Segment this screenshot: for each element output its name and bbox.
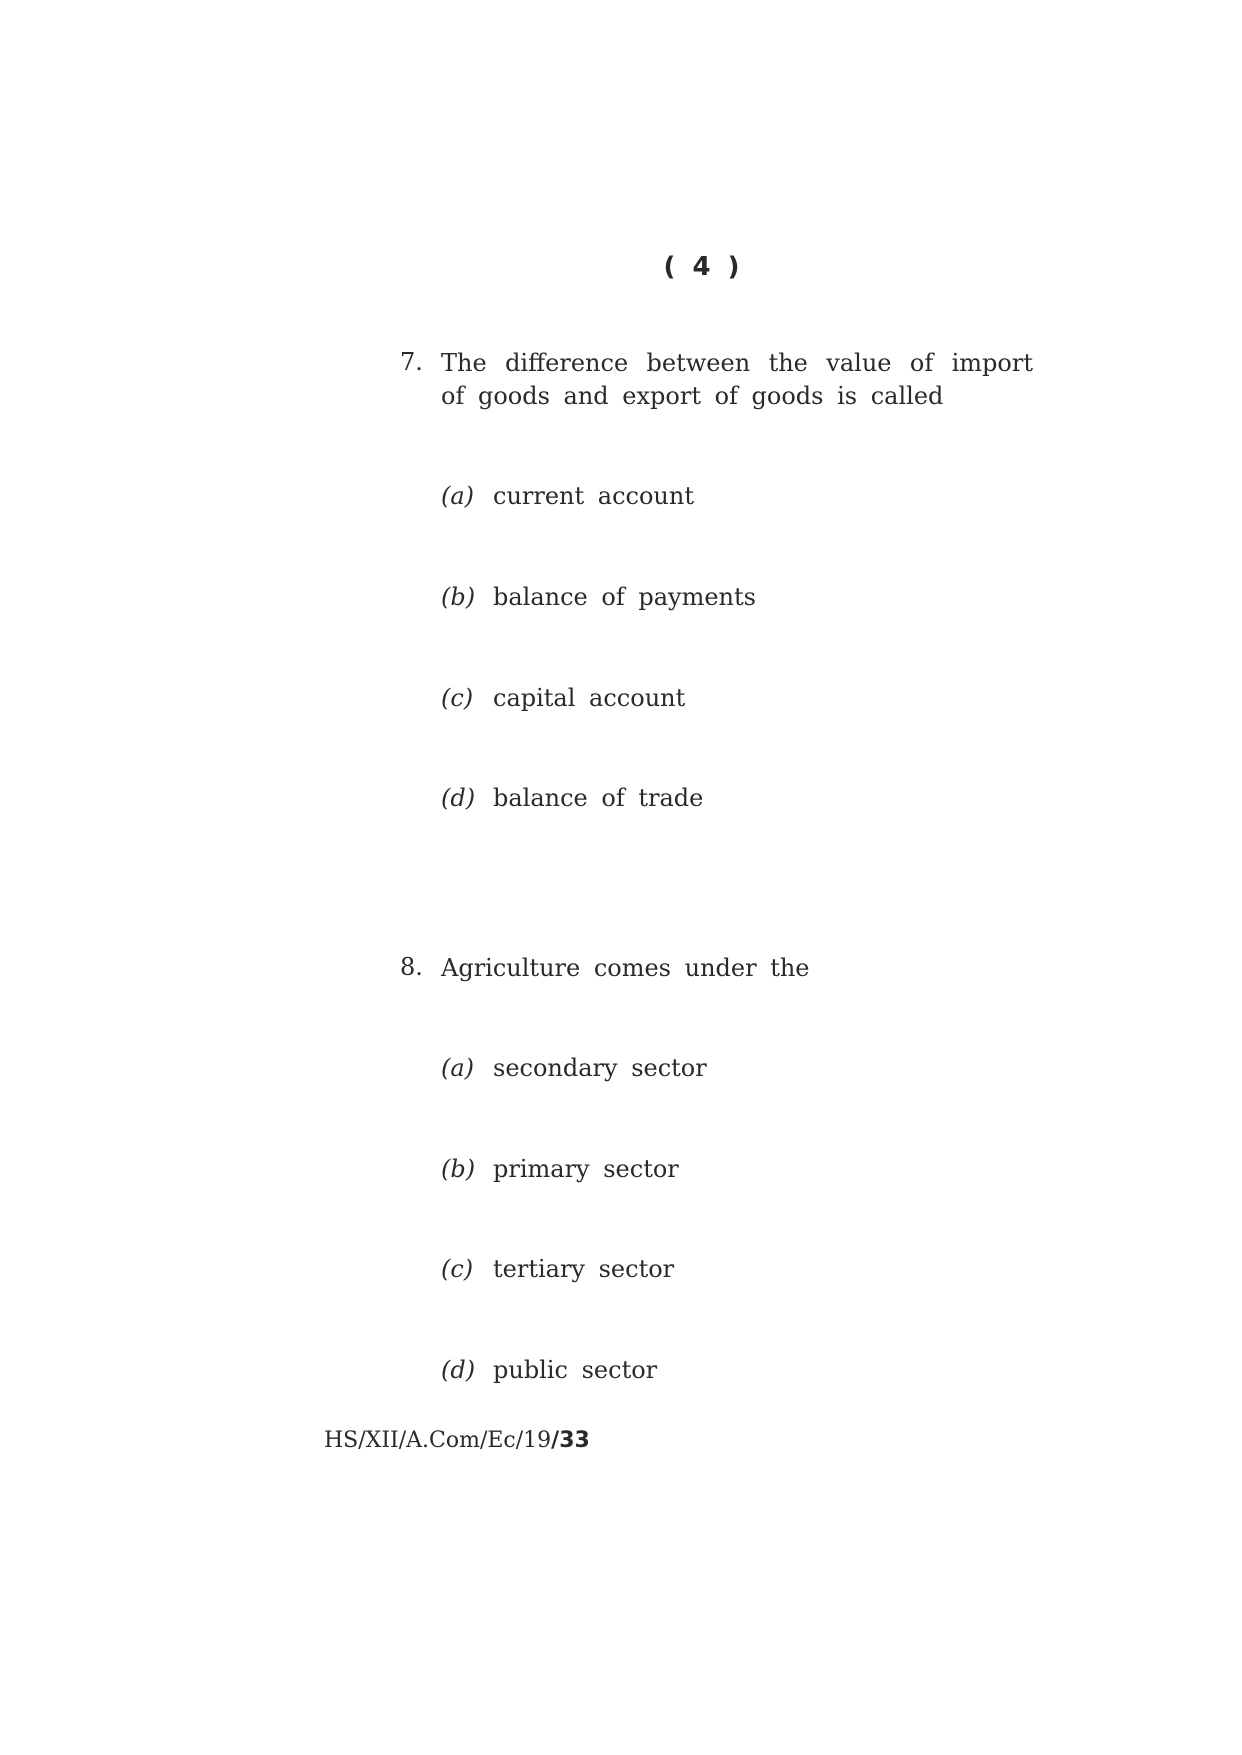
option-text: tertiary sector (493, 1255, 675, 1283)
option-label: (d) (441, 1356, 476, 1384)
option-label: (b) (441, 1155, 476, 1183)
option-text: capital account (493, 684, 686, 712)
option-label: (d) (441, 784, 476, 812)
option-text: current account (493, 482, 694, 510)
option-text: balance of trade (493, 784, 704, 812)
option-label: (b) (441, 583, 476, 611)
paper-code-suffix: /33 (551, 1428, 590, 1453)
option-text: secondary sector (493, 1054, 707, 1082)
option-label: (c) (441, 684, 474, 712)
question-7-number: 7. (400, 348, 423, 376)
option-text: balance of payments (493, 583, 756, 611)
paper-code-footer (324, 1428, 590, 1453)
option-text: public sector (493, 1356, 658, 1384)
question-8-text: Agriculture comes under the (441, 954, 810, 982)
paper-code: HS/XII/A.Com/Ec/19 (324, 1428, 552, 1453)
page-number: ( 4 ) (663, 252, 744, 282)
question-8-number: 8. (400, 953, 423, 981)
question-7-text: The difference between the value of import of goods and export of goods is called (441, 349, 1033, 410)
option-label: (a) (441, 482, 475, 510)
option-label: (a) (441, 1054, 475, 1082)
option-label: (c) (441, 1255, 474, 1283)
option-text: primary sector (493, 1155, 679, 1183)
